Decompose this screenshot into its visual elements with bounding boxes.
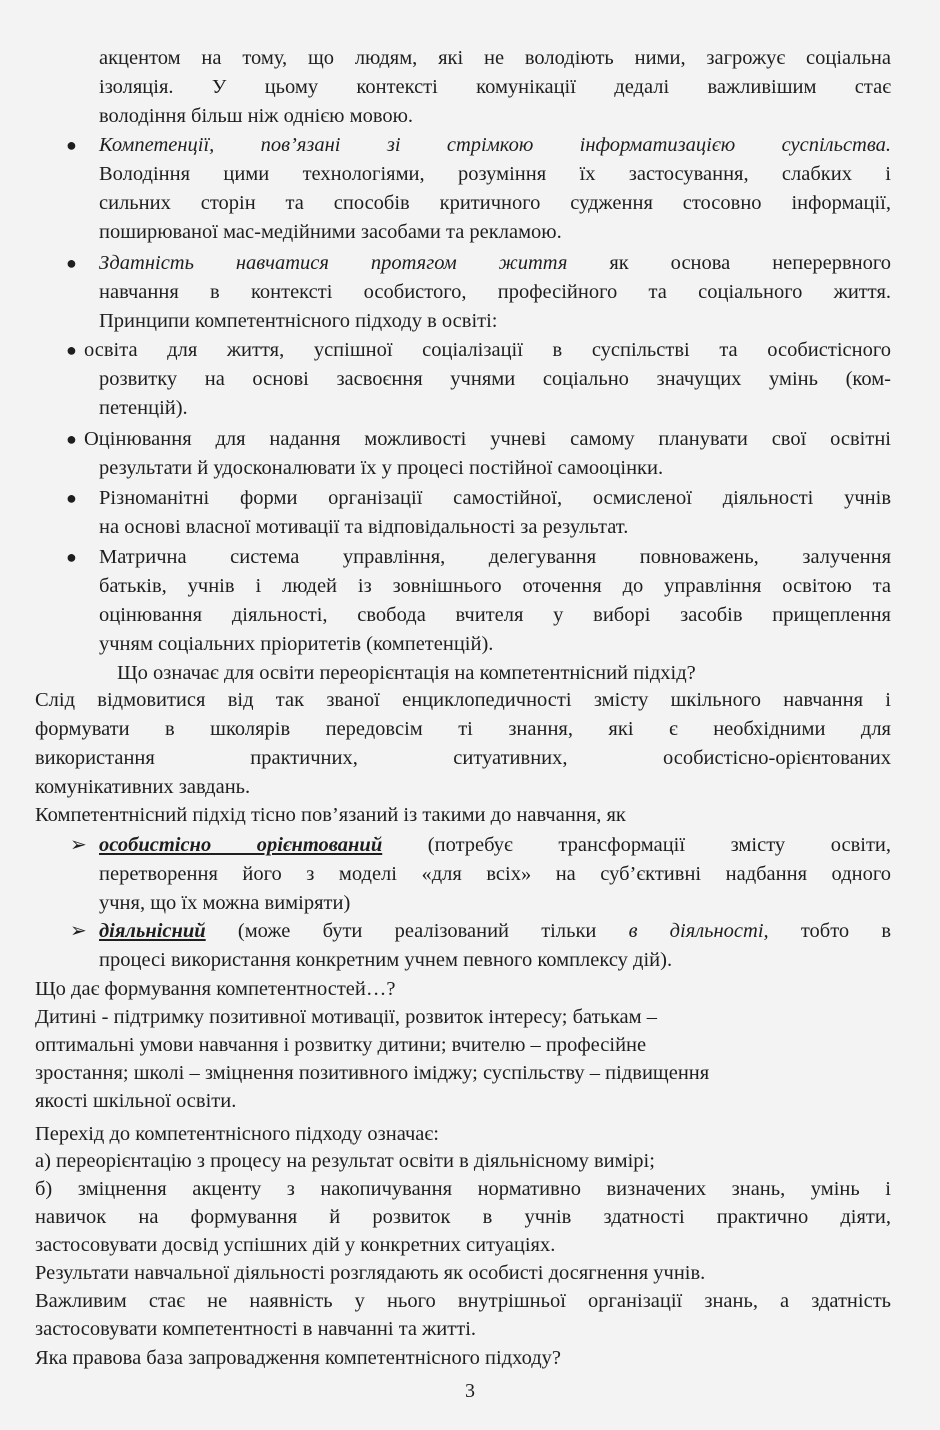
bullet-icon: ●	[66, 429, 77, 449]
text-line: Важливим стає не наявність у нього внутрішньої організації знань, а здатність	[35, 1290, 891, 1312]
text-line: володіння більш ніж однією мовою.	[99, 105, 414, 127]
text-line: Матрична система управління, делегування повноважень, залучення	[99, 546, 891, 568]
bullet-icon: ●	[66, 340, 77, 360]
text-line: Слід відмовитися від так званої енциклопедичності змісту шкільного навчання і	[35, 689, 891, 711]
text-line	[99, 917, 891, 946]
section-question: Що дає формування компетентностей…?	[35, 978, 396, 1000]
text-line: на основі власної мотивації та відповідальності за результат.	[99, 516, 629, 538]
text-line: Дитині - підтримку позитивної мотивації, розвиток інтересу; батькам –	[35, 1006, 657, 1028]
bullet-icon: ●	[66, 488, 77, 508]
section-heading: Принципи компетентнісного підходу в освіті:	[99, 310, 498, 332]
arrow-bullet-icon: ➢	[70, 834, 87, 856]
text-line: учням соціальних пріоритетів (компетенцій).	[99, 633, 494, 655]
bullet-icon: ●	[66, 253, 77, 273]
emphasized-term: особистісно орієнтований	[99, 834, 383, 856]
bullet-icon: ●	[66, 135, 77, 155]
text-line: навчання в контексті особистого, професійного та соціального життя.	[99, 281, 891, 303]
text-line: сильних сторін та способів критичного судження стосовно інформації,	[99, 192, 891, 214]
text-line: акцентом на тому, що людям, які не володіють ними, загрожує соціальна	[99, 47, 891, 69]
text-line: Результати навчальної діяльності розглядають як особисті досягнення учнів.	[35, 1262, 706, 1284]
text-line: ізоляція. У цьому контексті комунікації дедалі важливішим стає	[99, 76, 891, 98]
emphasized-term: діяльнісний	[99, 920, 206, 942]
text-line: Оцінювання для надання можливості учневі самому планувати свої освітні	[84, 428, 891, 450]
text-line: перетворення його з моделі «для всіх» на суб’єктивні надбання одного	[99, 863, 891, 885]
text-fragment: (може бути реалізований тільки	[205, 920, 629, 942]
section-heading: Перехід до компетентнісного підходу означає:	[35, 1123, 439, 1145]
text-line: застосовувати компетентності в навчанні та житті.	[35, 1318, 477, 1340]
text-line: Володіння цими технологіями, розуміння їх застосування, слабких і	[99, 163, 891, 185]
text-line: Різноманітні форми організації самостійної, осмисленої діяльності учнів	[99, 487, 891, 509]
text-line: застосовувати досвід успішних дій у конкретних ситуаціях.	[35, 1234, 556, 1256]
text-line: розвитку на основі засвоєння учнями соціально значущих умінь (ком-	[99, 368, 891, 390]
text-line: процесі використання конкретним учнем певного комплексу дій).	[99, 949, 673, 971]
page-number: 3	[465, 1380, 475, 1402]
text-line: використання практичних, ситуативних, особистісно-орієнтованих	[35, 747, 891, 769]
italic-phrase: в діяльності,	[628, 920, 769, 942]
text-fragment: (потребує трансформації змісту освіти,	[382, 834, 892, 856]
text-line: а) переорієнтацію з процесу на результат освіти в діяльнісному вимірі;	[35, 1150, 655, 1172]
text-line: петенцій).	[99, 397, 188, 419]
text-line: зростання; школі – зміцнення позитивного іміджу; суспільству – підвищення	[35, 1062, 710, 1084]
section-question: Що означає для освіти переорієнтація на компетентнісний підхід?	[117, 662, 696, 684]
bullet-icon: ●	[66, 547, 77, 567]
text-fragment: як основа неперервного	[567, 252, 891, 274]
italic-phrase: Здатність навчатися протягом життя	[99, 252, 568, 274]
text-line: оцінювання діяльності, свобода вчителя у виборі засобів прищеплення	[99, 604, 891, 626]
text-line: Компетентнісний підхід тісно пов’язаний із такими до навчання, як	[35, 804, 626, 826]
text-line: батьків, учнів і людей із зовнішнього оточення до управління освітою та	[99, 575, 891, 597]
text-line: комунікативних завдань.	[35, 776, 251, 798]
section-question: Яка правова база запровадження компетентнісного підходу?	[35, 1347, 562, 1369]
text-line: учня, що їх можна виміряти)	[99, 892, 351, 914]
text-line: оптимальні умови навчання і розвитку дитини; вчителю – професійне	[35, 1034, 647, 1056]
text-line: результати й удосконалювати їх у процесі постійної самооцінки.	[99, 457, 664, 479]
text-line: навичок на формування й розвиток в учнів здатності практично діяти,	[35, 1206, 891, 1228]
text-fragment: тобто в	[768, 920, 891, 942]
text-line: освіта для життя, успішної соціалізації в суспільстві та особистісного	[84, 339, 891, 361]
bullet-heading: Компетенції, пов’язані зі стрімкою інформатизацією суспільства.	[99, 134, 891, 156]
text-line	[99, 831, 891, 860]
text-line: б) зміцнення акценту з накопичування нормативно визначених знань, умінь і	[35, 1178, 891, 1200]
text-line	[99, 249, 891, 278]
text-line: якості шкільної освіти.	[35, 1090, 237, 1112]
text-line: поширюваної мас-медійними засобами та рекламою.	[99, 221, 562, 243]
text-line: формувати в школярів передовсім ті знання, які є необхідними для	[35, 718, 891, 740]
arrow-bullet-icon: ➢	[70, 920, 87, 942]
